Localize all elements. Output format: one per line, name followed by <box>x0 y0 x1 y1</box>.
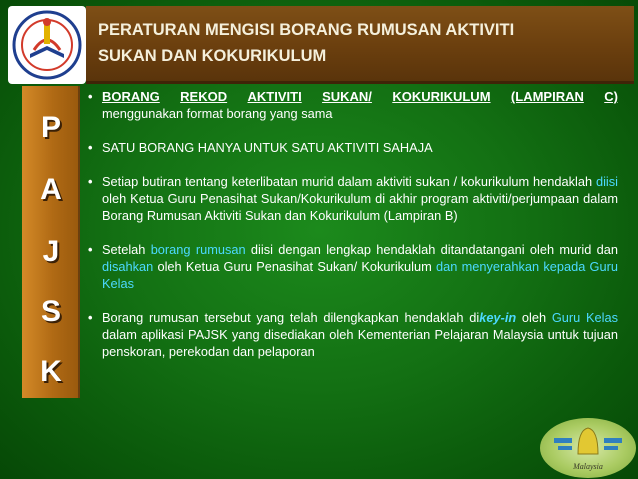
bullet-setiap-butiran <box>88 173 618 224</box>
slide-title: PERATURAN MENGISI BORANG RUMUSAN AKTIVITI SUKAN DAN KOKURIKULUM <box>98 21 515 65</box>
bell-emblem-icon <box>540 418 636 464</box>
bullet-3-text-a: Setiap butiran tentang keterlibatan murid dalam aktiviti sukan / kokurikulum hendaklah <box>102 174 596 189</box>
heading-word: • BORANG <box>102 89 160 104</box>
bullet-5-text-b: oleh <box>516 310 552 325</box>
bullet-4-text-b: diisi dengan lengkap hendaklah ditandatangani oleh murid dan <box>245 242 618 257</box>
bullet-satu-borang <box>88 139 618 156</box>
heading-word: C) <box>604 89 618 104</box>
bullet-borang-rekod <box>88 88 618 122</box>
bullet-4-highlight-b: disahkan <box>102 259 154 274</box>
heading-word: (LAMPIRAN <box>510 89 584 104</box>
side-letter-p: P <box>40 111 61 144</box>
heading-word: SUKAN/ <box>322 89 372 104</box>
bullet-list <box>88 88 618 377</box>
bullet-2-text: SATU BORANG HANYA UNTUK SATU AKTIVITI SAHAJA <box>102 140 433 155</box>
bullet-1-heading <box>102 88 618 105</box>
bullet-3-text-b: oleh Ketua Guru Penasihat Sukan/Kokurikulum di akhir program aktiviti/perjumpaan dalam Borang Rumusan Aktiviti Sukan dan Kokurikulum (Lampiran B) <box>102 191 618 223</box>
bullet-5-text-a: Borang rumusan tersebut yang telah dilengkapkan hendaklah di <box>102 310 480 325</box>
heading-word: REKOD <box>180 89 228 104</box>
side-letter-s: S <box>40 295 61 328</box>
bullet-5-text-c: dalam aplikasi PAJSK yang disediakan oleh Kementerian Pelajaran Malaysia untuk tujuan penskoran, perekodan dan pelaporan <box>102 327 618 359</box>
corner-logo <box>540 418 636 478</box>
ministry-logo-emblem <box>8 6 86 84</box>
side-panel <box>22 86 80 398</box>
heading-word: KOKURIKULUM <box>392 89 491 104</box>
corner-logo-caption: Malaysia <box>573 462 603 471</box>
side-letter-k: K <box>40 355 62 388</box>
bullet-setelah-borang <box>88 241 618 292</box>
bullet-4-highlight-c: dan menyerahkan kepada Guru Kelas <box>102 259 618 291</box>
heading-word: AKTIVITI <box>247 89 302 104</box>
bullet-borang-rumusan <box>88 309 618 360</box>
ministry-logo <box>8 6 86 84</box>
bullet-4-highlight-a: borang rumusan <box>150 242 246 257</box>
bullet-1-text: menggunakan format borang yang sama <box>102 106 333 121</box>
title-bar <box>86 6 634 84</box>
bullet-3-highlight: diisi <box>595 174 618 189</box>
bullet-4-text-c: oleh Ketua Guru Penasihat Sukan/ Kokurikulum <box>153 259 437 274</box>
side-letter-j: J <box>42 235 60 268</box>
bullet-4-text-a: Setelah <box>102 242 151 257</box>
bullet-5-highlight: Guru Kelas <box>551 310 618 325</box>
bullet-5-emphasis: key-in <box>479 310 517 325</box>
side-letter-a: A <box>40 173 62 206</box>
